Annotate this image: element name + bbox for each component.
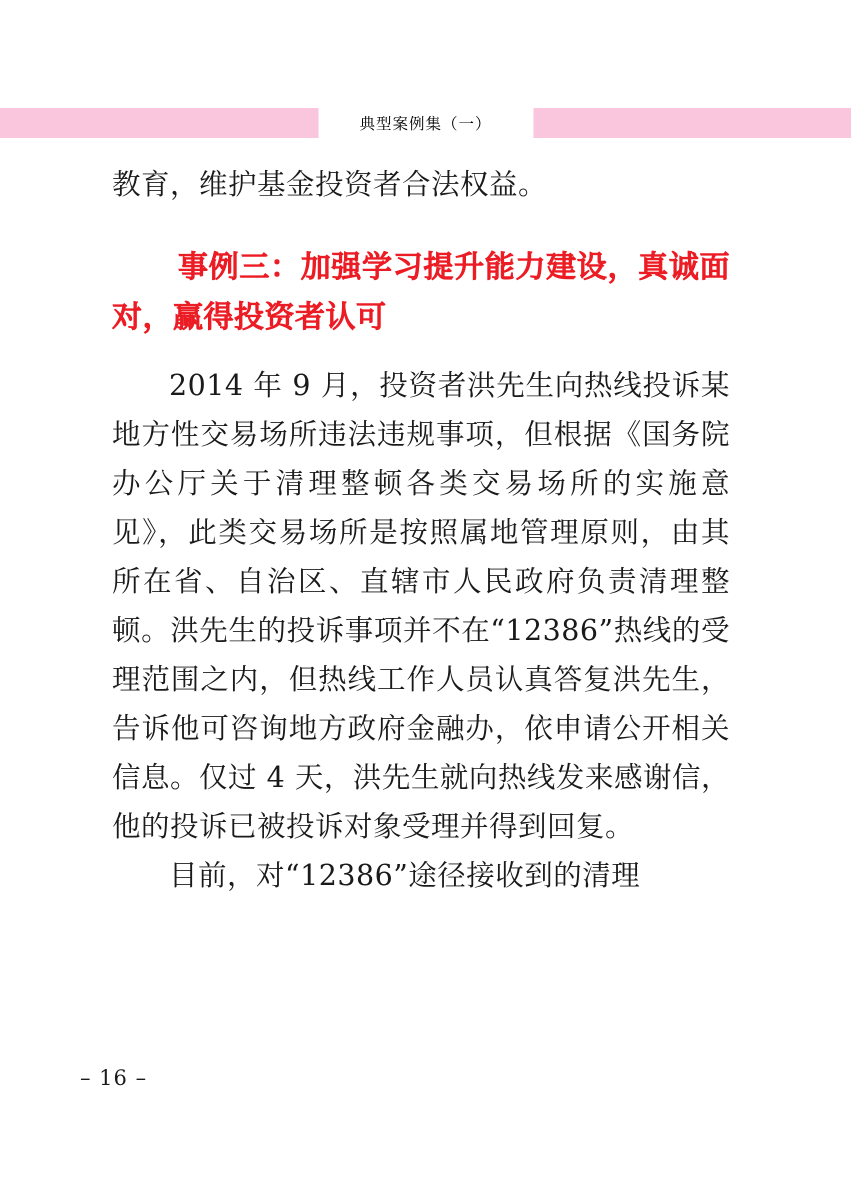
body-paragraph-2: 目前，对“12386”途径接收到的清理: [169, 859, 641, 892]
case-heading: 事例三：加强学习提升能力建设，真诚面对，赢得投资者认可: [112, 250, 730, 335]
spacer-after-heading: [112, 343, 730, 361]
header-title-block: [318, 108, 533, 138]
page-content: [112, 160, 730, 900]
page-number: – 16 –: [80, 1066, 148, 1090]
continued-paragraph: 教育，维护基金投资者合法权益。: [112, 168, 548, 201]
running-head-title: 典型案例集（一）: [359, 115, 492, 133]
spacer-before-heading: [112, 209, 730, 243]
body-paragraph-1: 2014 年 9 月，投资者洪先生向热线投诉某地方性交易场所违法违规事项，但根据《国务院办公厅关于清理整顿各类交易场所的实施意见》，此类交易场所是按照属地管理原则，由其所在省、自治区、直辖市人民政府负责清理整顿。洪先生的投诉事项并不在“12386”热线的受理范围之内，但热线工作人员认真答复洪先生，告诉他可咨询地方政府金融办，依申请公开相关信息。仅过 4 天，洪先生就向热线发来感谢信，他的投诉已被投诉对象受理并得到回复。: [112, 369, 730, 843]
